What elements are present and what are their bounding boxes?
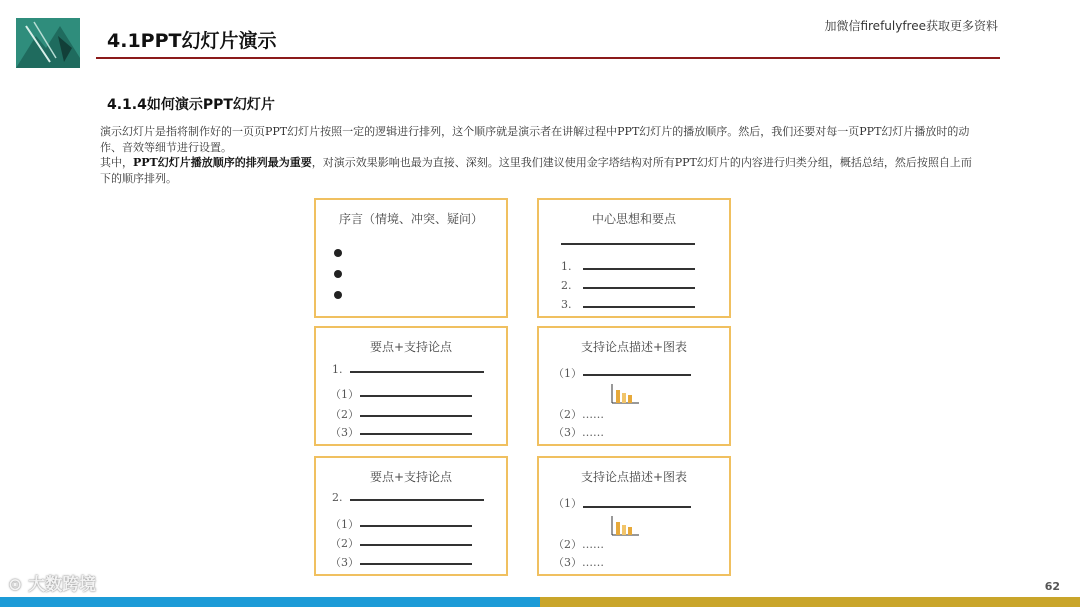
desc-item-1: （1） bbox=[553, 497, 582, 510]
bullet-dot bbox=[334, 249, 342, 257]
item-line bbox=[583, 268, 695, 270]
slide-description-1 bbox=[537, 326, 731, 446]
item-line bbox=[583, 306, 695, 308]
slide-intro bbox=[314, 198, 508, 318]
desc-item-2: （2）…… bbox=[553, 408, 604, 421]
title-line bbox=[561, 243, 695, 245]
slide-description-1-title: 支持论点描述+图表 bbox=[580, 340, 688, 354]
page-number: 62 bbox=[1044, 580, 1060, 593]
sub-item-1: （1） bbox=[330, 388, 359, 401]
sub-line bbox=[360, 563, 472, 565]
slide-point-2-title: 要点+支持论点 bbox=[369, 470, 453, 484]
body-paragraph-2 bbox=[100, 155, 980, 186]
bullet-dot bbox=[334, 291, 342, 299]
footer-bar-left bbox=[0, 597, 540, 607]
item-line bbox=[583, 287, 695, 289]
slide-point-1-title: 要点+支持论点 bbox=[369, 340, 453, 354]
sub-item-3: （3） bbox=[330, 556, 359, 569]
bar-chart-icon bbox=[611, 516, 639, 536]
desc-item-3: （3）…… bbox=[553, 426, 604, 439]
sub-line bbox=[360, 415, 472, 417]
sub-line bbox=[360, 544, 472, 546]
watermark-text: 大数跨境 bbox=[28, 575, 97, 595]
body-paragraph-2-rest: ，对演示效果影响也最为直接、深刻。这里我们建议使用金字塔结构对所有PPT幻灯片的内容进行归类分组，概括总结，然后按照自上而下的顺序排列。 bbox=[100, 156, 972, 185]
section-title: 4.1.4如何演示PPT幻灯片 bbox=[107, 97, 275, 113]
body-text bbox=[100, 124, 980, 186]
sub-item-2: （2） bbox=[330, 408, 359, 421]
body-paragraph-2-bold: PPT幻灯片播放顺序的排列最为重要 bbox=[133, 156, 312, 169]
slide-core bbox=[537, 198, 731, 318]
desc-line bbox=[583, 374, 691, 376]
point-line bbox=[350, 371, 484, 373]
slide-core-title: 中心思想和要点 bbox=[591, 212, 676, 226]
sub-item-1: （1） bbox=[330, 518, 359, 531]
sub-line bbox=[360, 525, 472, 527]
sub-item-2: （2） bbox=[330, 537, 359, 550]
slide-point-1 bbox=[314, 326, 508, 446]
desc-item-2: （2）…… bbox=[553, 538, 604, 551]
slide-description-2-title: 支持论点描述+图表 bbox=[580, 470, 688, 484]
slide-description-2 bbox=[537, 456, 731, 576]
page-title: 4.1PPT幻灯片演示 bbox=[107, 30, 277, 52]
slide-point-2 bbox=[314, 456, 508, 576]
bar-chart-icon bbox=[611, 384, 639, 404]
desc-line bbox=[583, 506, 691, 508]
core-item-3: 3. bbox=[561, 298, 572, 311]
desc-item-3: （3）…… bbox=[553, 556, 604, 569]
core-item-2: 2. bbox=[561, 279, 572, 292]
point-number: 2. bbox=[332, 491, 343, 504]
point-line bbox=[350, 499, 484, 501]
core-item-1: 1. bbox=[561, 260, 572, 273]
slide-intro-title: 序言（情境、冲突、疑问） bbox=[338, 212, 483, 226]
sub-line bbox=[360, 395, 472, 397]
header-note: 加微信fireful​yfree获取更多资料 bbox=[824, 19, 998, 33]
desc-item-1: （1） bbox=[553, 367, 582, 380]
point-number: 1. bbox=[332, 363, 343, 376]
body-paragraph-1: 演示幻灯片是指将制作好的一页页PPT幻灯片按照一定的逻辑进行排列，这个顺序就是演示者在讲解过程中PPT幻灯片的播放顺序。然后，我们还要对每一页PPT幻灯片播放时的动作、音效等细节进行设置。 bbox=[100, 125, 970, 154]
bullet-dot bbox=[334, 270, 342, 278]
watermark-icon: ⊙ bbox=[8, 575, 29, 595]
sub-item-3: （3） bbox=[330, 426, 359, 439]
body-paragraph-2-prefix: 其中， bbox=[100, 156, 133, 169]
sub-line bbox=[360, 433, 472, 435]
header-logo-image bbox=[16, 18, 80, 68]
watermark-logo bbox=[8, 570, 96, 595]
header-divider bbox=[96, 57, 1000, 59]
footer-bar-right bbox=[540, 597, 1080, 607]
